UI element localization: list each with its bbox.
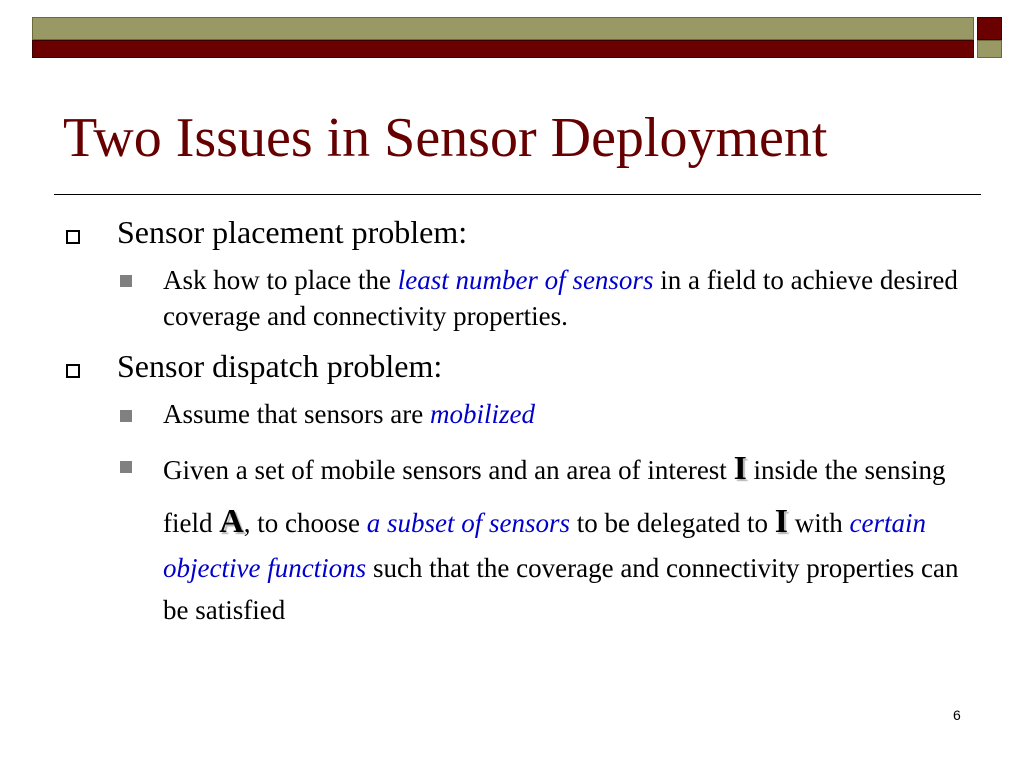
slide-title: Two Issues in Sensor Deployment [63,107,828,169]
emphasis-least-number-of-sensors: least number of sensors [397,265,654,295]
title-divider [54,194,981,195]
header-bar-maroon [32,40,974,58]
filled-square-bullet-icon [120,275,132,287]
symbol-area-of-interest-i: I [733,450,747,487]
page-number: 6 [953,707,961,723]
text-segment: Ask how to place the [163,265,398,295]
text-segment: Assume that sensors are [163,399,430,429]
header-square-maroon [977,17,1002,40]
symbol-area-of-interest-i: I [774,502,788,540]
symbol-sensing-field-a: A [219,502,244,540]
text-segment: with [787,507,850,538]
text-segment: such that the coverage and connectivity properties can be satisfied [163,553,959,626]
filled-square-bullet-icon [120,410,132,422]
hollow-square-bullet-icon [66,364,80,378]
filled-square-bullet-icon [120,461,132,473]
text-segment: Given a set of mobile sensors and an area of interest [163,455,734,485]
text-segment: inside the sensing field [163,455,946,538]
sub-bullet-placement-description [163,263,983,334]
sub-bullet-mobilized [163,397,983,433]
hollow-square-bullet-icon [66,230,80,244]
bullet-sensor-dispatch: Sensor dispatch problem: [117,348,443,384]
header-bar-olive [32,17,974,40]
bullet-sensor-placement: Sensor placement problem: [117,214,468,250]
emphasis-objective-functions: certain objective functions [163,507,926,584]
header-square-olive [977,40,1002,58]
text-segment: , to choose [243,507,367,538]
sub-bullet-dispatch-description [163,443,988,632]
text-segment: in a field to achieve desired coverage and connectivity properties. [163,265,958,331]
emphasis-subset-of-sensors: a subset of sensors [366,507,571,538]
text-segment: to be delegated to [570,507,775,538]
emphasis-mobilized: mobilized [429,399,535,429]
